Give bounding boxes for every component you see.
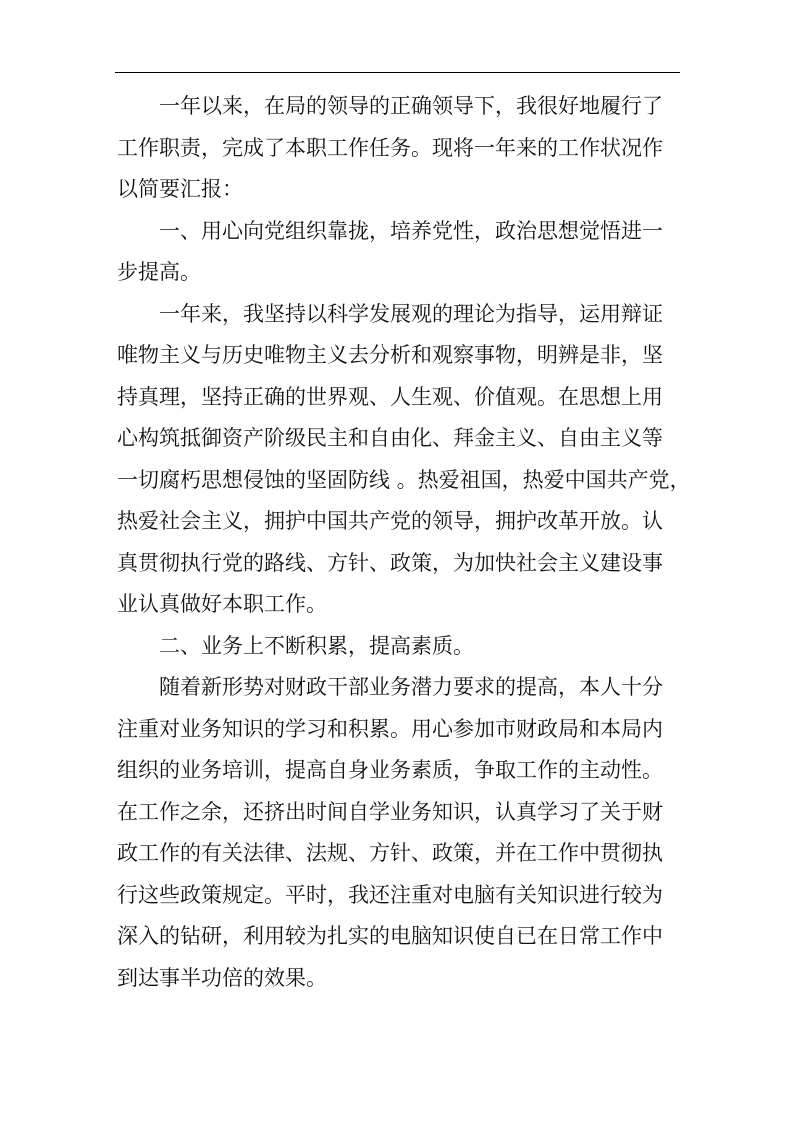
paragraph-line: 持真理，坚持正确的世界观、人生观、价值观。在思想上用: [117, 384, 663, 409]
paragraph-line: 业认真做好本职工作。: [117, 592, 327, 616]
paragraph-line: 到达事半功倍的效果。: [117, 965, 327, 990]
paragraph-line: 热爱社会主义，拥护中国共产党的领导，拥护改革开放。认: [117, 509, 663, 533]
paragraph-line: 注重对业务知识的学习和积累。用心参加市财政局和本局内: [117, 716, 663, 741]
paragraph-line: 唯物主义与历史唯物主义去分析和观察事物，明辨是非，坚: [117, 343, 663, 367]
section-heading-line: 一、用心向党组织靠拢，培养党性，政治思想觉悟进一: [159, 218, 663, 243]
paragraph-line: 工作职责，完成了本职工作任务。现将一年来的工作状况作: [117, 135, 663, 160]
section-heading-line: 步提高。: [117, 260, 201, 284]
paragraph-line: 在工作之余，还挤出时间自学业务知识，认真学习了关于财: [117, 799, 663, 824]
paragraph-line: 一切腐朽思想侵蚀的坚固防线 。热爱祖国，热爱中国共产党，: [117, 467, 691, 492]
paragraph-line: 真贯彻执行党的路线、方针、政策，为加快社会主义建设事: [117, 550, 663, 575]
paragraph-line: 心构筑抵御资产阶级民主和自由化、拜金主义、自由主义等: [117, 426, 663, 450]
paragraph-line: 一年来，我坚持以科学发展观的理论为指导，运用辩证: [159, 301, 663, 326]
section-heading-line: 二、业务上不断积累，提高素质。: [159, 633, 474, 658]
paragraph-line: 一年以来，在局的领导的正确领导下，我很好地履行了: [159, 94, 663, 118]
paragraph-line: 行这些政策规定。平时，我还注重对电脑有关知识进行较为: [117, 882, 663, 907]
paragraph-line: 以简要汇报：: [117, 177, 243, 201]
document-body: [117, 86, 691, 999]
paragraph-line: 组织的业务培训，提高自身业务素质，争取工作的主动性。: [117, 758, 663, 782]
paragraph-line: 深入的钻研，利用较为扎实的电脑知识使自已在日常工作中: [117, 924, 663, 948]
header-rule: [115, 72, 680, 73]
paragraph-line: 政工作的有关法律、法规、方针、政策，并在工作中贯彻执: [117, 841, 663, 865]
paragraph-line: 随着新形势对财政干部业务潜力要求的提高，本人十分: [159, 675, 663, 699]
